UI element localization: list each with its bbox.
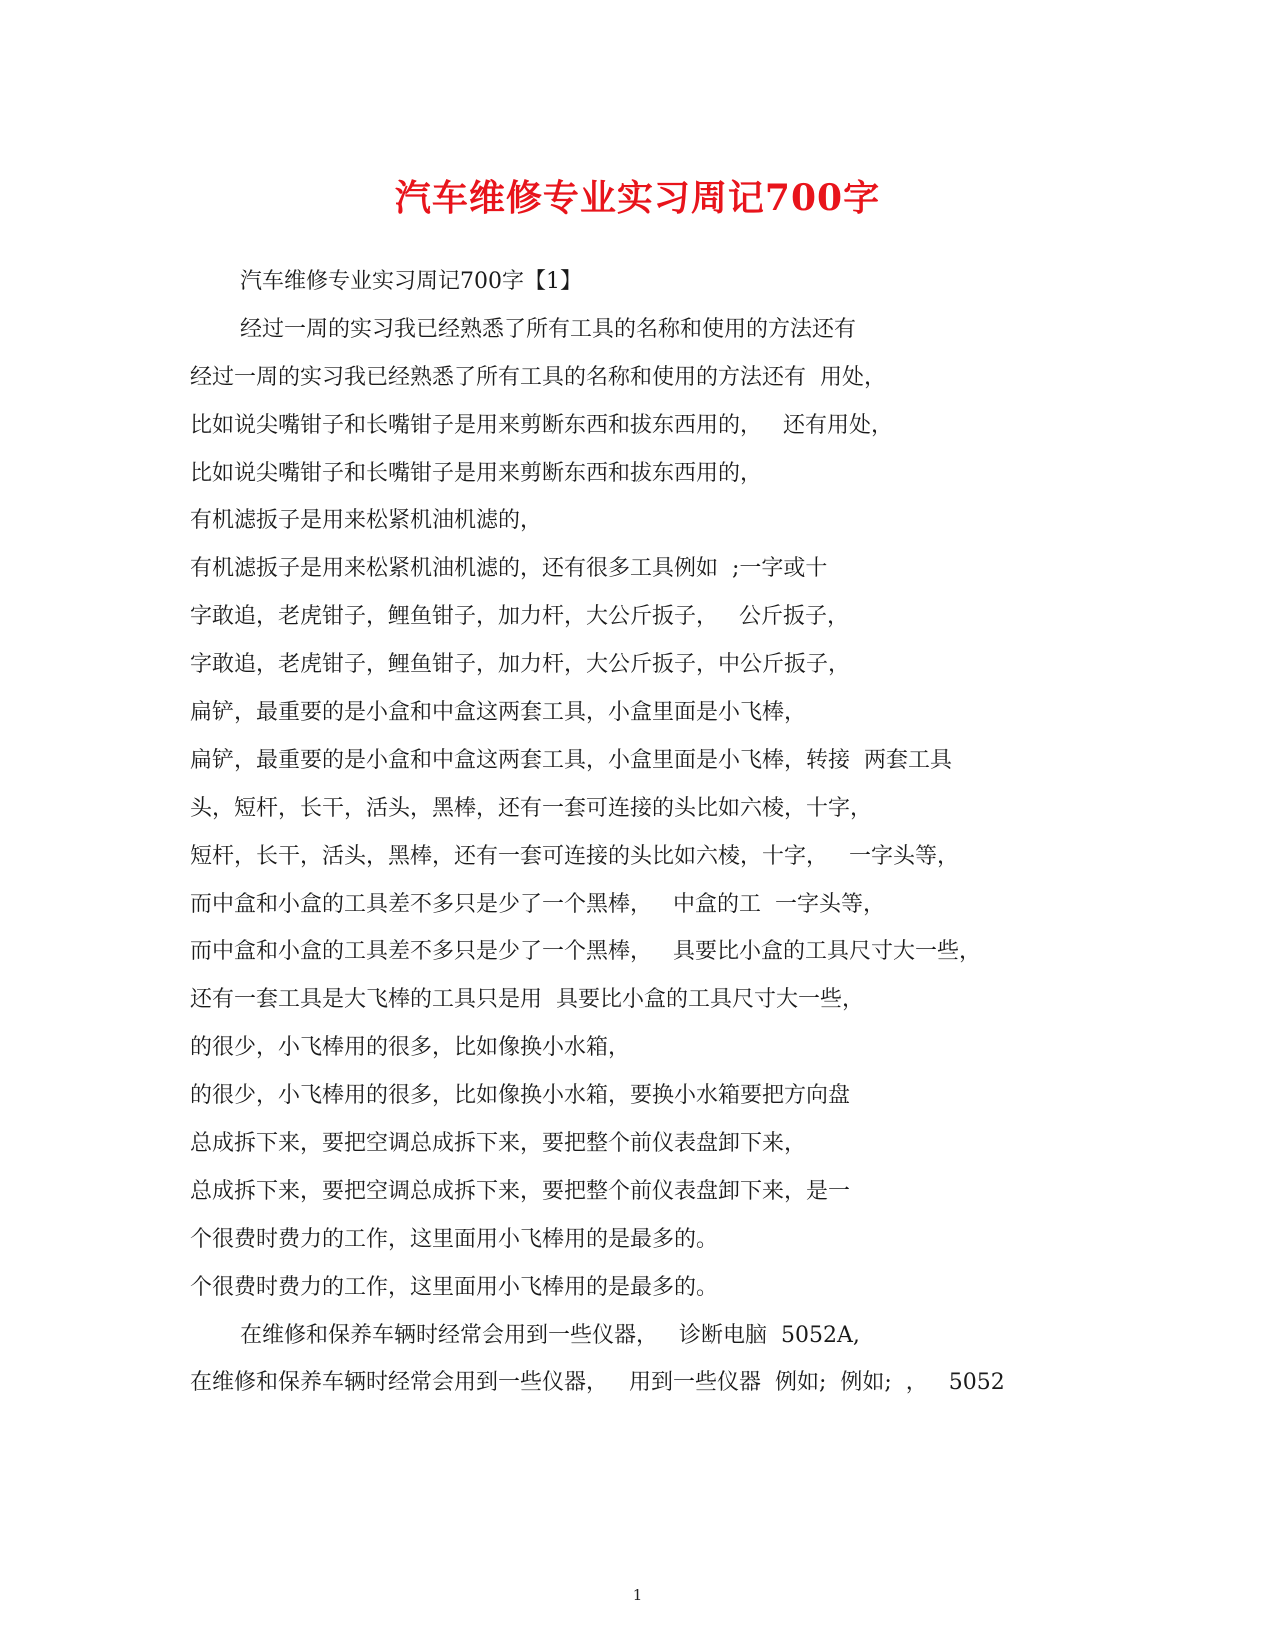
body-text-line: 短杆，长干，活头，黑棒，还有一套可连接的头比如六棱，十字， 一字头等， <box>190 843 959 869</box>
body-text-line: 经过一周的实习我已经熟悉了所有工具的名称和使用的方法还有 用处， <box>190 364 886 390</box>
body-text-line: 扁铲，最重要的是小盒和中盒这两套工具，小盒里面是小飞棒，转接 两套工具 <box>190 747 952 773</box>
body-text-line: 字敢追，老虎钳子，鲤鱼钳子，加力杆，大公斤扳子，中公斤扳子， <box>190 652 851 678</box>
body-text-line: 汽车维修专业实习周记700字【1】 <box>240 269 582 294</box>
body-text-line: 而中盒和小盒的工具差不多只是少了一个黑棒， 中盒的工 一字头等， <box>190 891 885 917</box>
body-text-line: 比如说尖嘴钳子和长嘴钳子是用来剪断东西和拔东西用的， <box>190 460 763 486</box>
body-text-line: 扁铲，最重要的是小盒和中盒这两套工具，小盒里面是小飞棒， <box>190 700 807 726</box>
body-text-line: 个很费时费力的工作，这里面用小飞棒用的是最多的。 <box>190 1274 719 1300</box>
body-text-line: 头，短杆，长干，活头，黑棒，还有一套可连接的头比如六棱，十字， <box>190 795 873 821</box>
body-text-line: 比如说尖嘴钳子和长嘴钳子是用来剪断东西和拔东西用的， 还有用处， <box>190 412 893 438</box>
body-text-line: 在维修和保养车辆时经常会用到一些仪器， 诊断电脑 5052A, <box>240 1322 860 1348</box>
body-text-line: 的很少，小飞棒用的很多，比如像换小水箱， <box>190 1035 631 1061</box>
document-body <box>190 258 1090 1407</box>
body-text-line: 还有一套工具是大飞棒的工具只是用 具要比小盒的工具尺寸大一些， <box>190 987 864 1013</box>
document-title: 汽车维修专业实习周记700字 <box>394 177 881 219</box>
body-text-line: 经过一周的实习我已经熟悉了所有工具的名称和使用的方法还有 <box>240 316 857 342</box>
body-text-line: 的很少，小飞棒用的很多，比如像换小水箱，要换小水箱要把方向盘 <box>190 1083 851 1109</box>
body-text-line: 有机滤扳子是用来松紧机油机滤的， <box>190 508 543 534</box>
body-text-line: 个很费时费力的工作，这里面用小飞棒用的是最多的。 <box>190 1226 719 1252</box>
body-text-line: 字敢追，老虎钳子，鲤鱼钳子，加力杆，大公斤扳子， 公斤扳子， <box>190 604 849 630</box>
body-text-line: 总成拆下来，要把空调总成拆下来，要把整个前仪表盘卸下来， <box>190 1131 807 1157</box>
body-text-line: 而中盒和小盒的工具差不多只是少了一个黑棒， 具要比小盒的工具尺寸大一些， <box>190 939 981 965</box>
body-text-line: 总成拆下来，要把空调总成拆下来，要把整个前仪表盘卸下来，是一 <box>190 1178 851 1204</box>
body-text-line: 有机滤扳子是用来松紧机油机滤的，还有很多工具例如 ;一字或十 <box>190 556 828 582</box>
page-number: 1 <box>632 1586 643 1604</box>
body-text-line: 在维修和保养车辆时经常会用到一些仪器， 用到一些仪器 例如; 例如; ， 5052 <box>190 1370 1005 1396</box>
